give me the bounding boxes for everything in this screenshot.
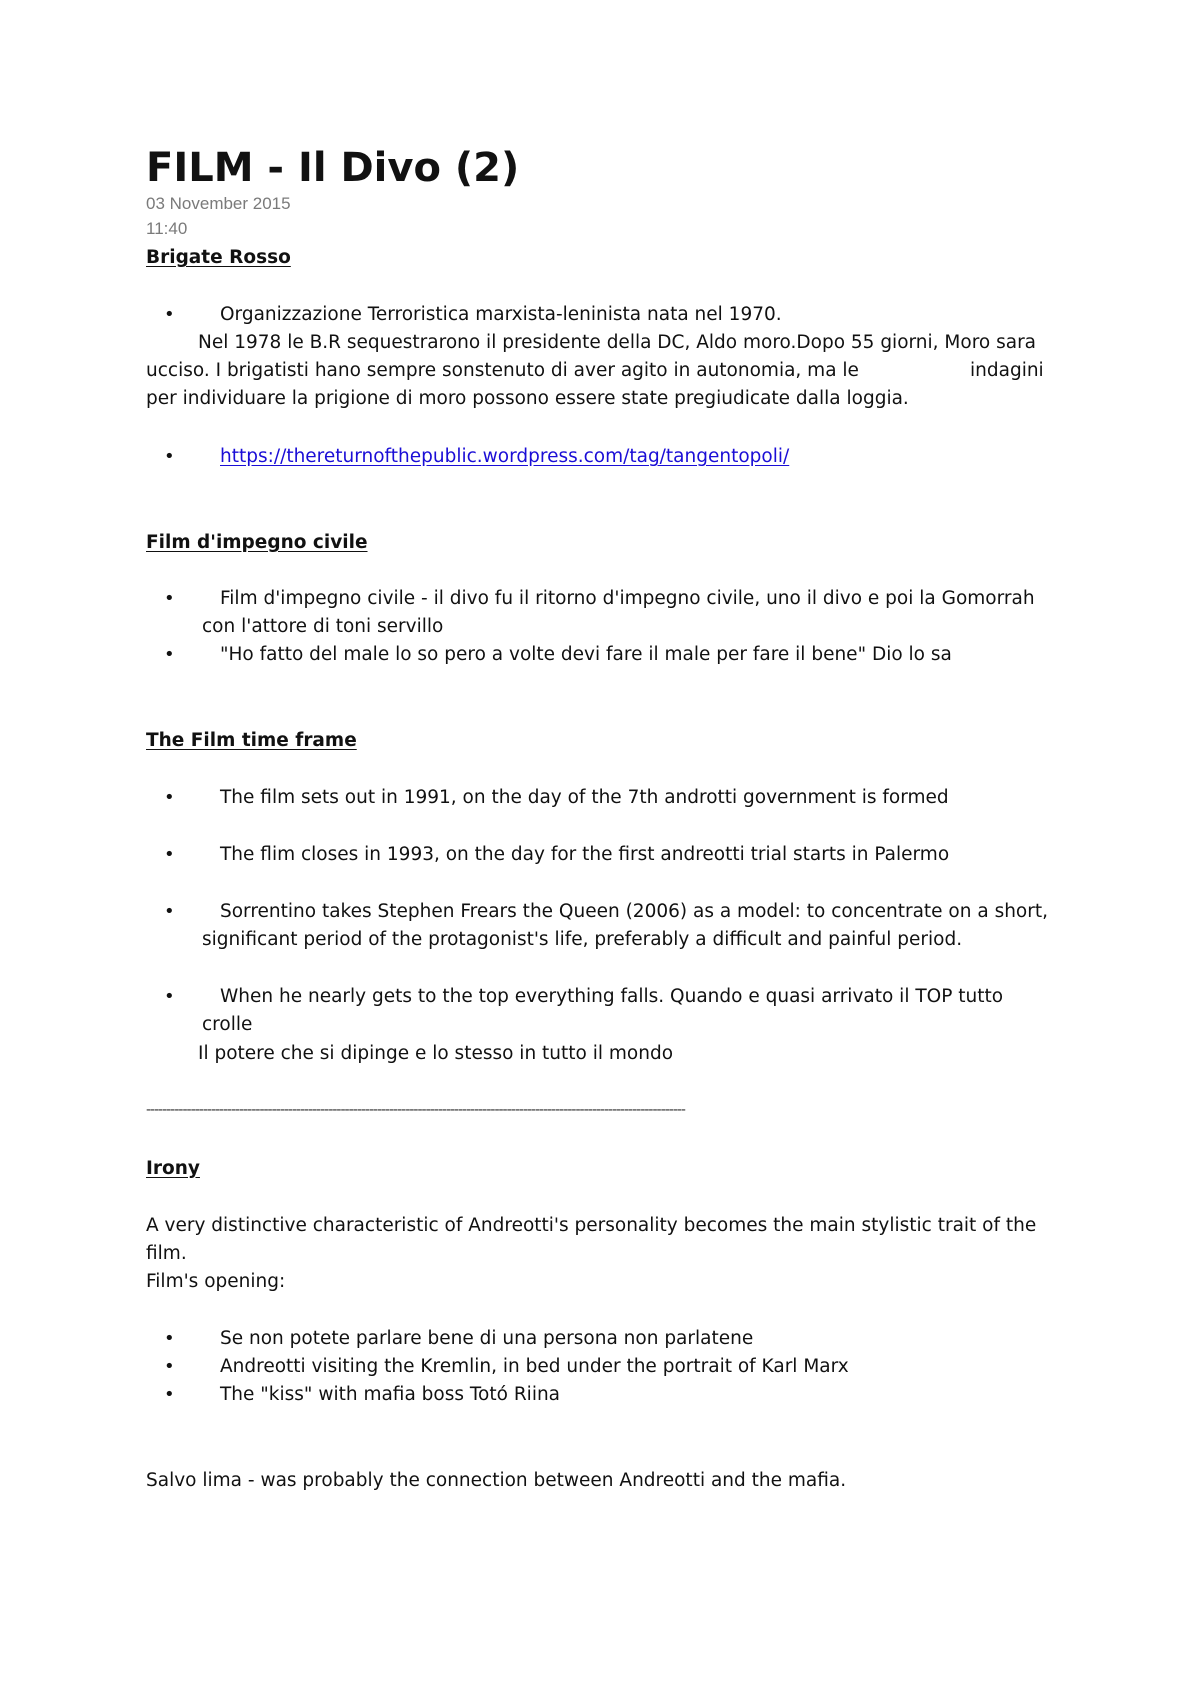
paragraph-line: ucciso. I brigatisti hano sempre sonstenuto di aver agito in autonomia, ma le — [146, 360, 859, 381]
list-item: When he nearly gets to the top everything falls. Quando e quasi arrivato il TOP tutto — [220, 986, 1004, 1007]
note-date: 03 November 2015 — [146, 194, 291, 213]
paragraph-line: Nel 1978 le B.R sequestrarono il presidente della DC, Aldo moro.Dopo 55 giorni, Moro sara — [198, 332, 1037, 353]
list-item: "Ho fatto del male lo so pero a volte devi fare il male per fare il bene" Dio lo sa — [220, 644, 952, 665]
list-item: Sorrentino takes Stephen Frears the Queen (2006) as a model: to concentrate on a short, — [220, 901, 1048, 922]
list-item: The "kiss" with mafia boss Totó Riina — [220, 1384, 561, 1405]
list-item-continuation: con l'attore di toni servillo — [202, 616, 444, 637]
dashed-divider: ------------------------------------------------------------------------------------------------------------------------------------- — [146, 1102, 685, 1118]
list-item: Organizzazione Terroristica marxista-leninista nata nel 1970. — [220, 304, 782, 325]
heading-irony: Irony — [146, 1158, 200, 1179]
bullet-marker: • — [164, 1384, 175, 1405]
bullet-marker: • — [164, 844, 175, 865]
paragraph-line: A very distinctive characteristic of Andreotti's personality becomes the main stylistic trait of the — [146, 1215, 1037, 1236]
bullet-marker: • — [164, 787, 175, 808]
bullet-marker: • — [164, 901, 175, 922]
bullet-marker: • — [164, 1356, 175, 1377]
paragraph-line: indagini — [970, 360, 1044, 381]
list-item: Film d'impegno civile - il divo fu il ritorno d'impegno civile, uno il divo e poi la Gomorrah — [220, 588, 1035, 609]
paragraph-line: Film's opening: — [146, 1271, 286, 1292]
list-item: The flim closes in 1993, on the day for the first andreotti trial starts in Palermo — [220, 844, 950, 865]
bullet-marker: • — [164, 644, 175, 665]
note-time: 11:40 — [146, 219, 188, 238]
page-title: FILM - Il Divo (2) — [146, 145, 520, 191]
list-item-continuation: significant period of the protagonist's life, preferably a difficult and painful period. — [202, 929, 963, 950]
paragraph-line: Il potere che si dipinge e lo stesso in tutto il mondo — [198, 1043, 674, 1064]
bullet-marker: • — [164, 304, 175, 325]
bullet-marker: • — [164, 1328, 175, 1349]
list-item: Andreotti visiting the Kremlin, in bed under the portrait of Karl Marx — [220, 1356, 849, 1377]
heading-film-impegno-civile: Film d'impegno civile — [146, 532, 368, 553]
tangentopoli-link[interactable]: https://thereturnofthepublic.wordpress.com/tag/tangentopoli/ — [220, 446, 790, 467]
bullet-marker: • — [164, 986, 175, 1007]
paragraph-line: film. — [146, 1243, 187, 1264]
list-item-continuation: crolle — [202, 1014, 253, 1035]
list-item: The film sets out in 1991, on the day of the 7th androtti government is formed — [220, 787, 949, 808]
list-item: Se non potete parlare bene di una persona non parlatene — [220, 1328, 754, 1349]
heading-film-time-frame: The Film time frame — [146, 730, 357, 751]
paragraph-line: Salvo lima - was probably the connection between Andreotti and the mafia. — [146, 1470, 847, 1491]
bullet-marker: • — [164, 588, 175, 609]
paragraph-line: per individuare la prigione di moro possono essere state pregiudicate dalla loggia. — [146, 388, 909, 409]
bullet-marker: • — [164, 446, 175, 467]
heading-brigate-rosso: Brigate Rosso — [146, 247, 291, 268]
